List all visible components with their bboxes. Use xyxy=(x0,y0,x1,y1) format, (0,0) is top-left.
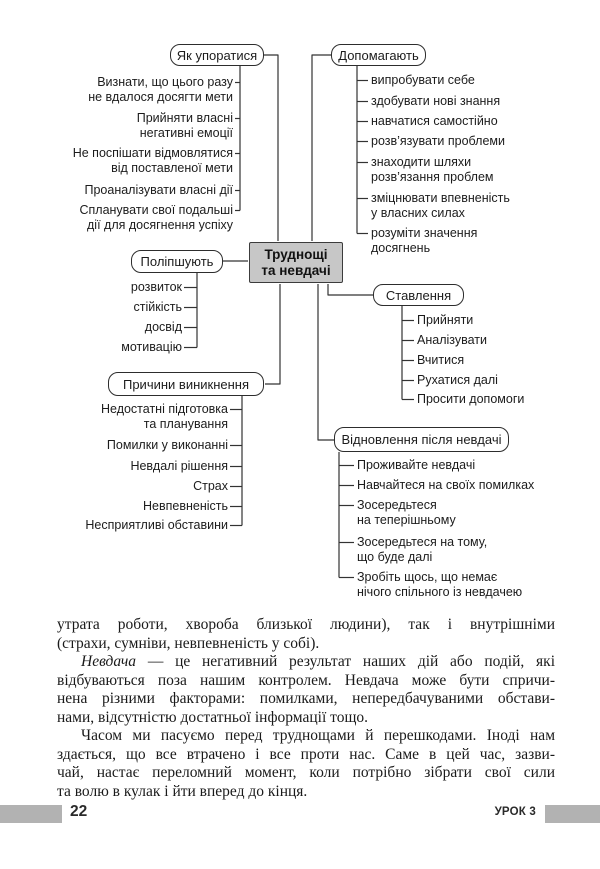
item-text: Зосередьтеся xyxy=(357,498,437,512)
branch-item xyxy=(101,402,228,432)
item-text: Вчитися xyxy=(417,353,465,367)
mindmap-center-node xyxy=(249,242,343,283)
branch-item xyxy=(88,75,233,105)
center-label-line: Труднощі xyxy=(264,246,328,262)
text-line: нена різними факторами: помилками, непередбачуваними обстави- xyxy=(57,690,555,707)
item-text: Страх xyxy=(193,479,228,493)
branch-item xyxy=(193,479,228,494)
branch-box-improve: Поліпшують xyxy=(131,250,223,273)
item-text: Проживайте невдачі xyxy=(357,458,476,472)
item-text: Проаналізувати власні дії xyxy=(84,183,233,197)
item-text: від поставленої мети xyxy=(111,161,233,175)
item-text: Невдалі рішення xyxy=(130,459,228,473)
item-text: навчатися самостійно xyxy=(371,114,498,128)
text-line: здається, що все втрачено і все проти нас. Саме в цей час, зазви- xyxy=(57,745,555,763)
item-text: негативні емоції xyxy=(139,126,233,140)
text-line: утрата роботи, хвороба близької людини), так і внутрішніми xyxy=(57,616,555,633)
item-text: у власних силах xyxy=(371,206,465,220)
branch-box-causes: Причини виникнення xyxy=(108,372,264,396)
branch-item xyxy=(371,226,477,256)
connector xyxy=(312,55,331,241)
branch-item xyxy=(357,458,475,473)
branch-item xyxy=(417,353,464,368)
text-line: (страхи, сумніви, невпевненість у собі). xyxy=(57,634,320,652)
branch-item xyxy=(143,499,228,514)
item-text: здобувати нові знання xyxy=(371,94,501,108)
text-line: відбуваються поза нашим контролем. Невдача може бути спричи- xyxy=(57,671,555,689)
connector xyxy=(318,284,334,440)
item-text: Несприятливі обставини xyxy=(85,518,228,532)
item-text: стійкість xyxy=(133,300,182,314)
item-text: дії для досягнення успіху xyxy=(87,218,233,232)
text-line: та волю в кулак і йти вперед до кінця. xyxy=(57,782,308,800)
branch-item xyxy=(371,94,500,109)
branch-item xyxy=(131,280,182,295)
text-line: Часом ми пасуємо перед труднощами й перешкодами. Іноді нам xyxy=(81,727,555,744)
italic-term: Невдача xyxy=(81,653,137,670)
item-text: Навчайтеся на своїх помилках xyxy=(357,478,535,492)
item-text: Недостатні підготовка xyxy=(100,402,228,416)
item-text: Спланувати свої подальші xyxy=(79,203,233,217)
center-label-line: та невдачі xyxy=(261,262,331,278)
branch-item xyxy=(79,203,233,233)
branch-item xyxy=(145,320,182,335)
branch-item xyxy=(121,340,182,355)
branch-item xyxy=(357,570,522,600)
item-text: досвід xyxy=(144,320,182,334)
branch-item xyxy=(371,114,498,129)
item-text: Прийняти xyxy=(417,313,474,327)
item-text: розуміти значення xyxy=(371,226,478,240)
item-text: досягнень xyxy=(371,241,431,255)
branch-item xyxy=(371,134,505,149)
connector xyxy=(328,284,373,295)
branch-box-attitude: Ставлення xyxy=(373,284,464,306)
item-text: зміцнювати впевненість xyxy=(371,191,510,205)
item-text: розв’язання проблем xyxy=(371,170,494,184)
item-text: Помилки у виконанні xyxy=(106,438,228,452)
item-text: не вдалося досягти мети xyxy=(88,90,233,104)
branch-item xyxy=(357,478,534,493)
item-text: Невпевненість xyxy=(142,499,228,513)
footer-bar-right xyxy=(545,805,600,823)
branch-item xyxy=(371,155,494,185)
lesson-label: УРОК 3 xyxy=(494,806,536,818)
item-text: Рухатися далі xyxy=(417,373,498,387)
branch-item xyxy=(417,333,487,348)
branch-item xyxy=(357,535,487,565)
item-text: Визнати, що цього разу xyxy=(97,75,233,89)
item-text: Аналізувати xyxy=(417,333,487,347)
body-text xyxy=(57,616,555,801)
branch-item xyxy=(107,438,228,453)
item-text: Прийняти власні xyxy=(136,111,233,125)
branch-box-recovery: Відновлення після невдачі xyxy=(334,427,509,452)
branch-box-cope: Як упоратися xyxy=(170,44,264,66)
item-text: Не поспішати відмовлятися xyxy=(72,146,233,160)
branch-item xyxy=(417,392,524,407)
branch-item xyxy=(134,300,182,315)
branch-item xyxy=(85,518,228,533)
branch-item xyxy=(417,373,498,388)
item-text: на теперішньому xyxy=(357,513,456,527)
footer-bar-left xyxy=(0,805,62,823)
item-text: Просити допомоги xyxy=(417,392,525,406)
branch-item xyxy=(371,191,510,221)
item-text: розвиток xyxy=(130,280,182,294)
branch-item xyxy=(357,498,456,528)
item-text: Зробіть щось, що немає xyxy=(357,570,498,584)
branch-item xyxy=(417,313,473,328)
branch-item xyxy=(73,146,233,176)
branch-item xyxy=(371,73,475,88)
item-text: знаходити шляхи xyxy=(371,155,472,169)
item-text: нічого спільного із невдачею xyxy=(357,585,523,599)
item-text: мотивацію xyxy=(121,340,182,354)
connector xyxy=(264,55,278,241)
branch-item xyxy=(137,111,233,141)
item-text: та планування xyxy=(143,417,228,431)
item-text: розв’язувати проблеми xyxy=(371,134,505,148)
text-line: чай, настає переломний момент, коли потрібно зібрати свої сили xyxy=(57,764,555,781)
line-text: — це негативний результат наших дій або подій, які xyxy=(147,653,556,670)
connector xyxy=(265,284,280,384)
branch-box-help: Допомагають xyxy=(331,44,426,66)
text-line xyxy=(57,653,555,672)
branch-item xyxy=(84,183,233,198)
page-number: 22 xyxy=(70,803,88,820)
item-text: що буде далі xyxy=(357,550,433,564)
text-line: нами, відсутністю достатньої інформації тощо. xyxy=(57,708,369,726)
item-text: Зосередьтеся на тому, xyxy=(357,535,488,549)
branch-item xyxy=(130,459,228,474)
item-text: випробувати себе xyxy=(371,73,475,87)
